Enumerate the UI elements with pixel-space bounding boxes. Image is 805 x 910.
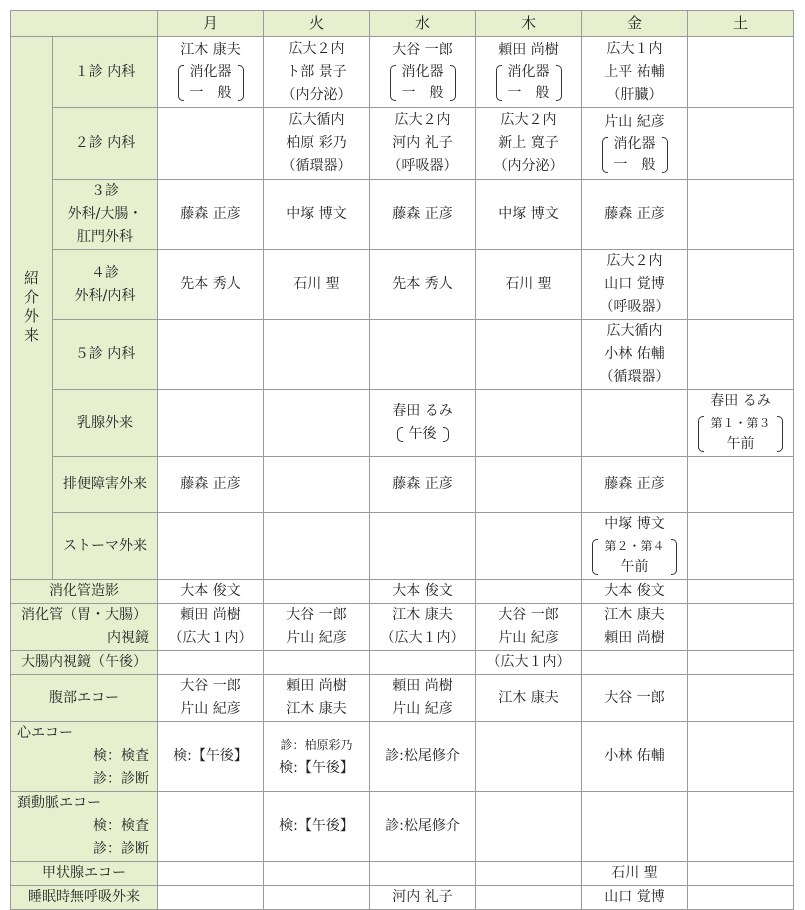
cell-sat <box>688 180 794 250</box>
cell-mon: 江木 康夫 消化器 一 般 <box>158 37 264 108</box>
cell-tue: 診：柏原彩乃 検:【午後】 <box>264 722 370 792</box>
cell-fri: 山口 覚博 <box>582 886 688 910</box>
row-label: 心エコー 検：検査 診：診断 <box>11 722 158 792</box>
cell-wed: 江木 康夫 （広大１内） <box>370 604 476 651</box>
cell-tue: 広大２内 ト部 景子 （内分泌） <box>264 37 370 108</box>
cell-thu <box>476 513 582 580</box>
row-colonoscopy <box>11 651 794 675</box>
cell-sat <box>688 722 794 792</box>
cell-tue <box>264 457 370 513</box>
cell-wed <box>370 513 476 580</box>
cell-fri: 広大２内 山口 覚博 （呼吸器） <box>582 250 688 320</box>
cell-wed: 春田 るみ 午後 <box>370 390 476 457</box>
row-label: ストーマ外来 <box>53 513 158 580</box>
cell-fri: 江木 康夫 頼田 尚樹 <box>582 604 688 651</box>
row-abdominal-echo <box>11 675 794 722</box>
row-label: １診 内科 <box>53 37 158 108</box>
cell-wed: 藤森 正彦 <box>370 180 476 250</box>
cell-fri: 大本 俊文 <box>582 580 688 604</box>
cell-wed: 診:松尾修介 <box>370 722 476 792</box>
cell-thu: 江木 康夫 <box>476 675 582 722</box>
cell-tue: 頼田 尚樹 江木 康夫 <box>264 675 370 722</box>
corner-cell <box>11 11 158 37</box>
row-breast <box>11 390 794 457</box>
cell-mon <box>158 886 264 910</box>
cell-mon: 大谷 一郎 片山 紀彦 <box>158 675 264 722</box>
cell-thu: （広大１内） <box>476 651 582 675</box>
cell-fri: 藤森 正彦 <box>582 180 688 250</box>
row-3shin <box>11 180 794 250</box>
cell-sat <box>688 108 794 180</box>
day-tue: 火 <box>264 11 370 37</box>
cell-mon <box>158 108 264 180</box>
day-fri: 金 <box>582 11 688 37</box>
cell-mon <box>158 320 264 390</box>
row-label: 排便障害外来 <box>53 457 158 513</box>
cell-thu: 石川 聖 <box>476 250 582 320</box>
cell-tue <box>264 390 370 457</box>
cell-mon <box>158 513 264 580</box>
day-thu: 木 <box>476 11 582 37</box>
cell-tue: 検:【午後】 <box>264 792 370 862</box>
cell-sat <box>688 675 794 722</box>
cell-thu <box>476 320 582 390</box>
schedule-table <box>10 10 794 910</box>
cell-mon <box>158 862 264 886</box>
cell-wed: 河内 礼子 <box>370 886 476 910</box>
cell-mon: 藤森 正彦 <box>158 457 264 513</box>
cell-thu: 大谷 一郎 片山 紀彦 <box>476 604 582 651</box>
bracket: 消化器 一 般 <box>600 134 670 176</box>
cell-wed <box>370 320 476 390</box>
day-sat: 土 <box>688 11 794 37</box>
row-cardiac-echo <box>11 722 794 792</box>
cell-sat <box>688 604 794 651</box>
cell-sat <box>688 320 794 390</box>
cell-tue: 広大循内 柏原 彩乃 （循環器） <box>264 108 370 180</box>
cell-thu: 頼田 尚樹 消化器 一 般 <box>476 37 582 108</box>
row-label: ２診 内科 <box>53 108 158 180</box>
cell-tue: 石川 聖 <box>264 250 370 320</box>
row-label: ５診 内科 <box>53 320 158 390</box>
row-thyroid-echo <box>11 862 794 886</box>
row-sleep-apnea <box>11 886 794 910</box>
cell-mon <box>158 792 264 862</box>
cell-mon: 先本 秀人 <box>158 250 264 320</box>
row-label: 乳腺外来 <box>53 390 158 457</box>
row-defecation <box>11 457 794 513</box>
row-label: ３診 外科/大腸・ 肛門外科 <box>53 180 158 250</box>
bracket: 第１・第３ 午前 <box>696 413 784 455</box>
cell-sat <box>688 792 794 862</box>
cell-tue <box>264 886 370 910</box>
cell-tue <box>264 862 370 886</box>
row-label: 腹部エコー <box>11 675 158 722</box>
cell-sat <box>688 886 794 910</box>
bracket: 消化器 一 般 <box>388 62 458 104</box>
bracket: 第２・第４ 午前 <box>590 536 678 578</box>
cell-mon: 大本 俊文 <box>158 580 264 604</box>
cell-tue <box>264 320 370 390</box>
cell-sat <box>688 651 794 675</box>
cell-sat <box>688 580 794 604</box>
cell-sat: 春田 るみ 第１・第３ 午前 <box>688 390 794 457</box>
cell-thu: 中塚 博文 <box>476 180 582 250</box>
cell-mon: 藤森 正彦 <box>158 180 264 250</box>
cell-fri: 片山 紀彦 消化器 一 般 <box>582 108 688 180</box>
cell-sat <box>688 250 794 320</box>
row-label: 大腸内視鏡（午後） <box>11 651 158 675</box>
cell-fri <box>582 651 688 675</box>
cell-sat <box>688 862 794 886</box>
row-5shin <box>11 320 794 390</box>
cell-tue <box>264 513 370 580</box>
cell-thu <box>476 722 582 792</box>
cell-thu <box>476 390 582 457</box>
cell-fri <box>582 390 688 457</box>
cell-thu <box>476 792 582 862</box>
row-label: 甲状腺エコー <box>11 862 158 886</box>
cell-mon <box>158 390 264 457</box>
cell-wed: 先本 秀人 <box>370 250 476 320</box>
cell-sat <box>688 37 794 108</box>
cell-thu <box>476 457 582 513</box>
row-2shin <box>11 108 794 180</box>
cell-wed <box>370 651 476 675</box>
day-mon: 月 <box>158 11 264 37</box>
row-carotid-echo <box>11 792 794 862</box>
header-row <box>11 11 794 37</box>
row-4shin <box>11 250 794 320</box>
cell-wed: 診:松尾修介 <box>370 792 476 862</box>
cell-tue: 大谷 一郎 片山 紀彦 <box>264 604 370 651</box>
row-stoma <box>11 513 794 580</box>
cell-sat <box>688 513 794 580</box>
cell-wed: 大谷 一郎 消化器 一 般 <box>370 37 476 108</box>
cell-fri: 石川 聖 <box>582 862 688 886</box>
section-label: 紹介外来 <box>23 268 39 344</box>
cell-wed: 広大２内 河内 礼子 （呼吸器） <box>370 108 476 180</box>
cell-tue <box>264 651 370 675</box>
cell-wed: 頼田 尚樹 片山 紀彦 <box>370 675 476 722</box>
row-label: 消化管（胃・大腸） 内視鏡 <box>11 604 158 651</box>
bracket: 消化器 一 般 <box>176 62 246 104</box>
section-label-cell <box>11 37 53 580</box>
row-contrast <box>11 580 794 604</box>
cell-thu <box>476 862 582 886</box>
cell-sat <box>688 457 794 513</box>
row-label: 消化管造影 <box>11 580 158 604</box>
row-label: ４診 外科/内科 <box>53 250 158 320</box>
cell-mon <box>158 651 264 675</box>
row-label: 頚動脈エコー 検：検査 診：診断 <box>11 792 158 862</box>
bracket: 消化器 一 般 <box>494 62 564 104</box>
cell-mon: 検:【午後】 <box>158 722 264 792</box>
cell-fri <box>582 792 688 862</box>
cell-thu <box>476 886 582 910</box>
row-endoscopy <box>11 604 794 651</box>
day-wed: 水 <box>370 11 476 37</box>
cell-thu <box>476 580 582 604</box>
cell-tue: 中塚 博文 <box>264 180 370 250</box>
cell-fri: 広大１内 上平 祐輔 （肝臓） <box>582 37 688 108</box>
cell-wed: 藤森 正彦 <box>370 457 476 513</box>
cell-mon: 頼田 尚樹 （広大１内） <box>158 604 264 651</box>
row-1shin <box>11 37 794 108</box>
cell-wed <box>370 862 476 886</box>
cell-fri: 中塚 博文 第２・第４ 午前 <box>582 513 688 580</box>
cell-wed: 大本 俊文 <box>370 580 476 604</box>
cell-fri: 広大循内 小林 佑輔 （循環器） <box>582 320 688 390</box>
bracket: 午後 <box>395 424 451 445</box>
cell-tue <box>264 580 370 604</box>
row-label: 睡眠時無呼吸外来 <box>11 886 158 910</box>
cell-fri: 大谷 一郎 <box>582 675 688 722</box>
cell-fri: 小林 佑輔 <box>582 722 688 792</box>
cell-fri: 藤森 正彦 <box>582 457 688 513</box>
cell-thu: 広大２内 新上 寛子 （内分泌） <box>476 108 582 180</box>
